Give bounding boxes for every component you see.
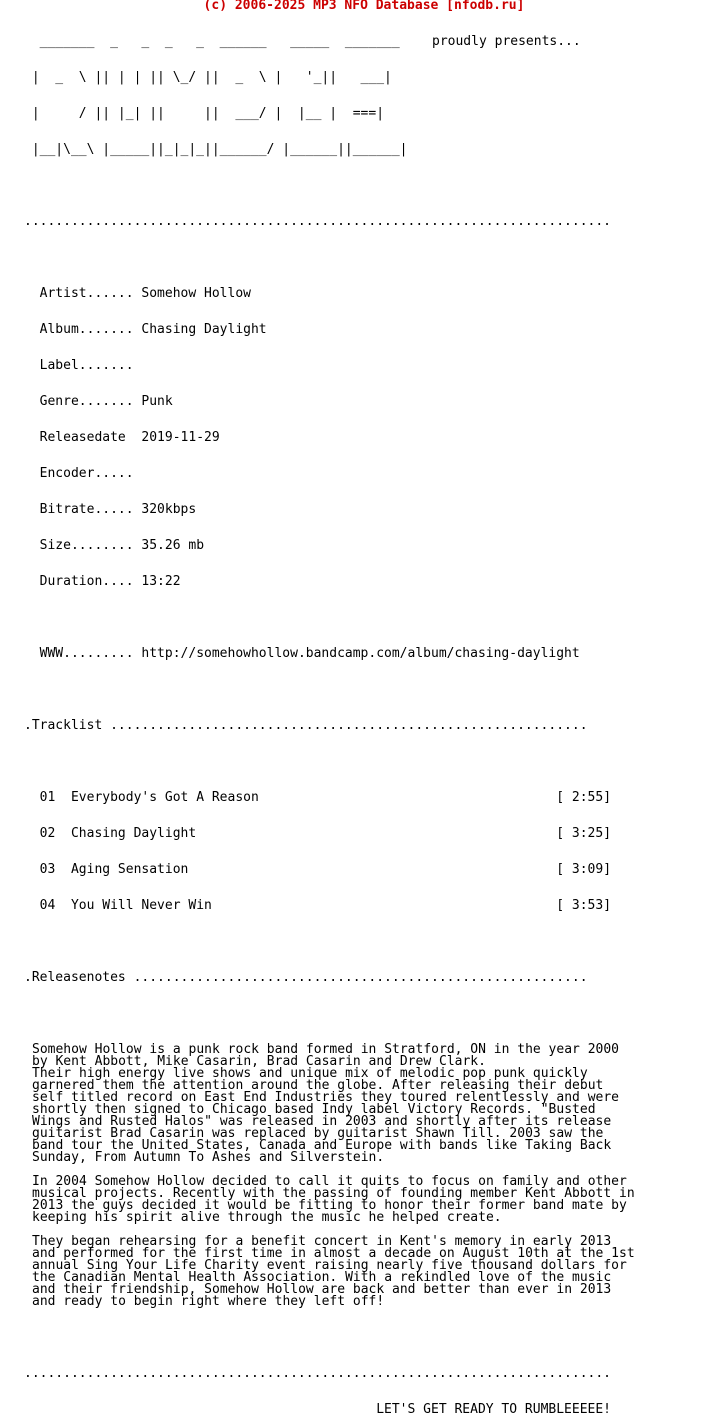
releasenotes-line: Sunday, From Autumn To Ashes and Silverstein. xyxy=(32,1150,385,1165)
releasenotes-line: and their friendship, Somehow Hollow are back and better than ever in 2013 xyxy=(32,1282,612,1297)
track-length: [ 2:55] xyxy=(556,790,612,805)
ascii-logo-line: | / || |_| || || ___/ | |__ | ===| xyxy=(24,106,392,121)
track-length: [ 3:25] xyxy=(556,826,612,841)
www-link[interactable]: http://somehowhollow.bandcamp.com/album/chasing-daylight xyxy=(141,646,580,661)
track-row xyxy=(24,900,635,912)
info-www xyxy=(24,648,635,660)
info-value: Chasing Daylight xyxy=(141,322,267,337)
info-releasedate xyxy=(24,432,635,444)
track-number: 03 xyxy=(39,862,56,877)
site-credit[interactable]: (c) 2006-2025 MP3 NFO Database [nfodb.ru] xyxy=(203,0,525,13)
releasenotes-line: the Canadian Mental Health Association. With a rekindled love of the music xyxy=(32,1270,612,1285)
info-label: Duration.... xyxy=(39,574,134,589)
releasenotes-line: shortly then signed to Chicago based Indy label Victory Records. "Busted xyxy=(32,1102,596,1117)
info-label: Releasedate xyxy=(39,430,126,445)
releasenotes-heading: .Releasenotes .......................................................... xyxy=(24,970,588,985)
releasenotes-line: annual Sing Your Life Charity event raising nearly five thousand dollars for xyxy=(32,1258,627,1273)
releasenotes-line: Wings and Rusted Halos" was released in 2003 and shortly after its release xyxy=(32,1114,612,1129)
releasenotes-line: band tour the United States, Canada and Europe with bands like Taking Back xyxy=(32,1138,612,1153)
releasenotes-line: Somehow Hollow is a punk rock band formed in Stratford, ON in the year 2000 xyxy=(32,1042,619,1057)
info-size xyxy=(24,540,635,552)
releasenotes-line: 2013 the guys decided it would be fitting to honor their former band mate by xyxy=(32,1198,627,1213)
divider: ........................................................................... xyxy=(24,214,611,229)
releasenotes-body xyxy=(24,1044,635,1308)
info-value: 35.26 mb xyxy=(141,538,205,553)
footer-divider: ........................................................................... xyxy=(24,1366,611,1381)
releasenotes-line: self titled record on East End Industries they toured relentlessly and were xyxy=(32,1090,619,1105)
track-number: 02 xyxy=(39,826,56,841)
track-length: [ 3:09] xyxy=(556,862,612,877)
info-value: 320kbps xyxy=(141,502,197,517)
releasenotes-line: They began rehearsing for a benefit concert in Kent's memory in early 2013 xyxy=(32,1234,612,1249)
info-label: Genre....... xyxy=(39,394,134,409)
track-number: 01 xyxy=(39,790,56,805)
releasenotes-line: Their high energy live shows and unique mix of melodic pop punk quickly xyxy=(32,1066,588,1081)
info-label: WWW......... xyxy=(39,646,134,661)
ascii-logo-line: |__|\__\ |_____||_|_|_||______/ |______||______| xyxy=(24,142,408,157)
track-row xyxy=(24,792,635,804)
nfo-document xyxy=(24,12,635,1428)
info-duration xyxy=(24,576,635,588)
info-label: Bitrate..... xyxy=(39,502,134,517)
track-length: [ 3:53] xyxy=(556,898,612,913)
info-label: Artist...... xyxy=(39,286,134,301)
track-number: 04 xyxy=(39,898,56,913)
footer-tagline-row xyxy=(24,1404,635,1416)
track-title: Everybody's Got A Reason xyxy=(70,790,259,805)
releasenotes-line: musical projects. Recently with the passing of founding member Kent Abbott in xyxy=(32,1186,635,1201)
proudly-presents: proudly presents... xyxy=(432,34,581,49)
info-label-row xyxy=(24,360,635,372)
ascii-logo-line: _______ _ _ _ _ ______ _____ _______ xyxy=(24,34,400,49)
releasenotes-line: guitarist Brad Casarin was replaced by guitarist Shawn Till. 2003 saw the xyxy=(32,1126,604,1141)
releasenotes-line: In 2004 Somehow Hollow decided to call it quits to focus on family and other xyxy=(32,1174,627,1189)
info-album xyxy=(24,324,635,336)
releasenotes-line: and performed for the first time in almost a decade on August 10th at the 1st xyxy=(32,1246,635,1261)
info-encoder xyxy=(24,468,635,480)
info-artist xyxy=(24,288,635,300)
track-title: Aging Sensation xyxy=(70,862,189,877)
releasenotes-line: by Kent Abbott, Mike Casarin, Brad Casarin and Drew Clark. xyxy=(32,1054,486,1069)
info-bitrate xyxy=(24,504,635,516)
track-title: You Will Never Win xyxy=(70,898,212,913)
info-value: 13:22 xyxy=(141,574,181,589)
info-value: Somehow Hollow xyxy=(141,286,251,301)
info-value: Punk xyxy=(141,394,173,409)
releasenotes-line: keeping his spirit alive through the music he helped create. xyxy=(32,1210,502,1225)
track-row xyxy=(24,828,635,840)
info-label: Album....... xyxy=(39,322,134,337)
info-value: 2019-11-29 xyxy=(141,430,220,445)
releasenotes-line: and ready to begin right where they left off! xyxy=(32,1294,385,1309)
info-genre xyxy=(24,396,635,408)
info-label: Label....... xyxy=(39,358,134,373)
ascii-logo-line: | _ \ || | | || \_/ || _ \ | '_|| ___| xyxy=(24,70,392,85)
tracklist-heading: .Tracklist ............................................................. xyxy=(24,718,588,733)
track-title: Chasing Daylight xyxy=(70,826,197,841)
info-label: Encoder..... xyxy=(39,466,134,481)
footer-tagline: LET'S GET READY TO RUMBLEEEEE! xyxy=(376,1402,612,1417)
info-label: Size........ xyxy=(39,538,134,553)
releasenotes-line: garnered them the attention around the globe. After releasing their debut xyxy=(32,1078,604,1093)
track-row xyxy=(24,864,635,876)
